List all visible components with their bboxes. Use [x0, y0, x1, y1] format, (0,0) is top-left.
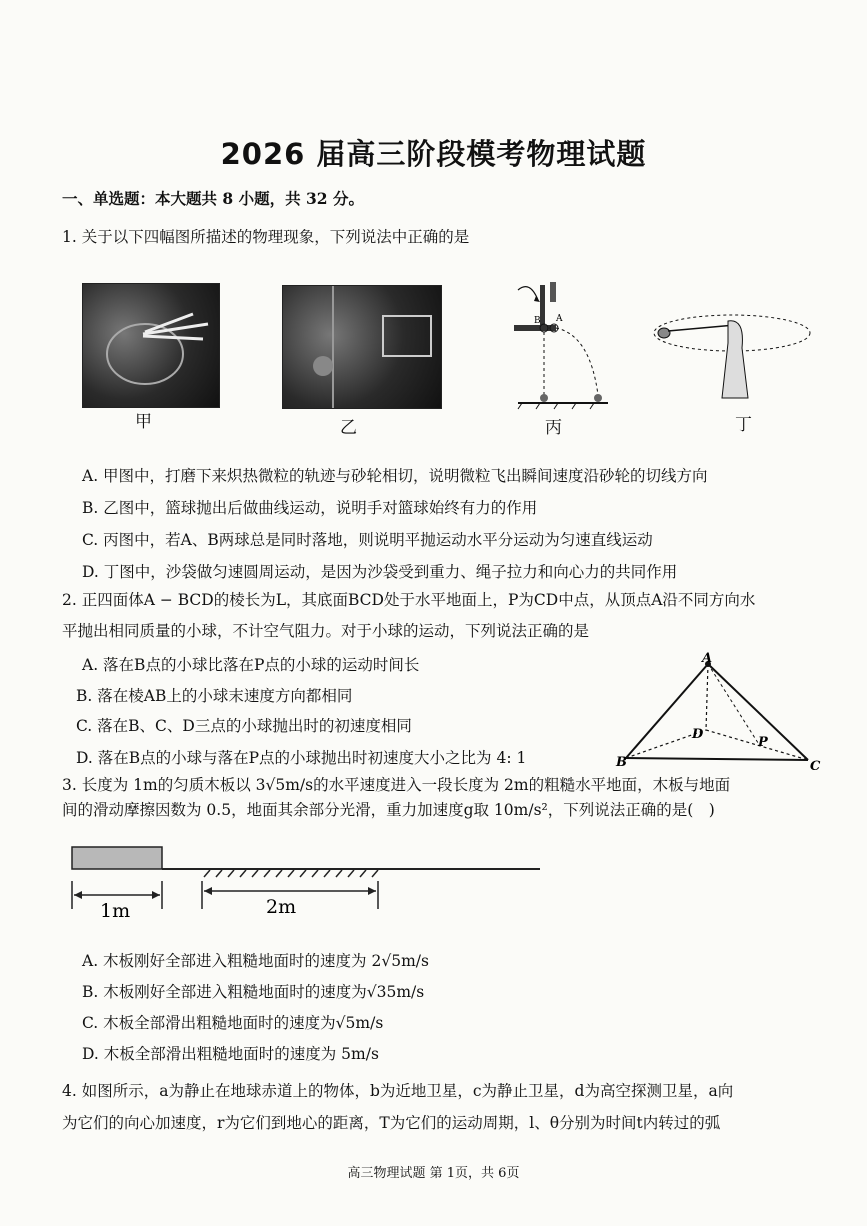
- q1-figure-ding: [650, 303, 815, 403]
- q1-figure-yi: [282, 285, 442, 409]
- q1-caption-jia: 甲: [135, 412, 152, 432]
- label-vertex-d: D: [692, 727, 704, 742]
- q3-option-a: A. 木板刚好全部进入粗糙地面时的速度为 2√5m/s: [82, 952, 429, 970]
- label-vertex-a: A: [702, 651, 713, 666]
- q1-option-b: B. 乙图中，篮球抛出后做曲线运动，说明手对篮球始终有力的作用: [82, 499, 538, 517]
- q3-stem-line2: 间的滑动摩擦因数为 0.5，地面其余部分光滑，重力加速度g取 10m/s²，下列说法正确的是( ): [62, 801, 715, 819]
- q1-option-d: D. 丁图中，沙袋做匀速圆周运动，是因为沙袋受到重力、绳子拉力和向心力的共同作用: [82, 563, 678, 581]
- grinding-sparks-image: [83, 284, 219, 407]
- label-2m: 2m: [266, 896, 297, 918]
- q4-stem-line2: 为它们的向心加速度，r为它们到地心的距离，T为它们的运动周期，l、θ分别为时间t内转过的弧: [62, 1114, 721, 1132]
- q3-board-figure: [68, 843, 548, 923]
- page-title: 2026 届高三阶段模考物理试题: [220, 137, 647, 171]
- q4-stem-line1: 4. 如图所示，a为静止在地球赤道上的物体，b为近地卫星，c为静止卫星，d为高空探测卫星，a向: [62, 1082, 734, 1100]
- q2-tetrahedron-figure: [612, 650, 824, 772]
- q2-option-d: D. 落在B点的小球与落在P点的小球抛出时初速度大小之比为 4: 1: [76, 749, 527, 767]
- q2-option-b: B. 落在棱AB上的小球末速度方向都相同: [76, 687, 353, 705]
- q1-caption-ding: 丁: [735, 415, 752, 435]
- label-b: B: [534, 316, 541, 326]
- section-heading: 一、单选题：本大题共 8 小题，共 32 分。: [62, 189, 364, 208]
- q2-option-c: C. 落在B、C、D三点的小球抛出时的初速度相同: [76, 717, 412, 735]
- q1-figure-jia: [82, 283, 220, 408]
- label-a: A: [556, 314, 563, 324]
- q1-option-c: C. 丙图中，若A、B两球总是同时落地，则说明平抛运动水平分运动为匀速直线运动: [82, 531, 653, 549]
- page-footer: 高三物理试题 第 1页，共 6页: [347, 1166, 520, 1181]
- q2-stem-line2: 平抛出相同质量的小球，不计空气阻力。对于小球的运动，下列说法正确的是: [62, 622, 590, 640]
- q1-figure-bing: [510, 280, 610, 410]
- q2-stem-line1: 2. 正四面体A − BCD的棱长为L，其底面BCD处于水平地面上，P为CD中点，从顶点A沿不同方向水: [62, 591, 756, 609]
- label-vertex-b: B: [616, 755, 627, 770]
- q3-option-b: B. 木板刚好全部进入粗糙地面时的速度为√35m/s: [82, 983, 425, 1001]
- label-vertex-c: C: [810, 759, 821, 772]
- q3-option-c: C. 木板全部滑出粗糙地面时的速度为√5m/s: [82, 1014, 384, 1032]
- q1-option-a: A. 甲图中，打磨下来炽热微粒的轨迹与砂轮相切，说明微粒飞出瞬间速度沿砂轮的切线方向: [82, 467, 708, 485]
- q1-caption-yi: 乙: [340, 418, 357, 438]
- basketball-shot-image: [283, 286, 441, 408]
- q2-option-a: A. 落在B点的小球比落在P点的小球的运动时间长: [82, 656, 420, 674]
- q1-caption-bing: 丙: [545, 418, 562, 438]
- q3-option-d: D. 木板全部滑出粗糙地面时的速度为 5m/s: [82, 1045, 379, 1063]
- label-point-p: P: [758, 735, 768, 750]
- q3-stem-line1: 3. 长度为 1m的匀质木板以 3√5m/s的水平速度进入一段长度为 2m的粗糙水平地面，木板与地面: [62, 776, 731, 794]
- label-1m: 1m: [100, 900, 131, 922]
- q1-stem: 1. 关于以下四幅图所描述的物理现象，下列说法中正确的是: [62, 228, 470, 246]
